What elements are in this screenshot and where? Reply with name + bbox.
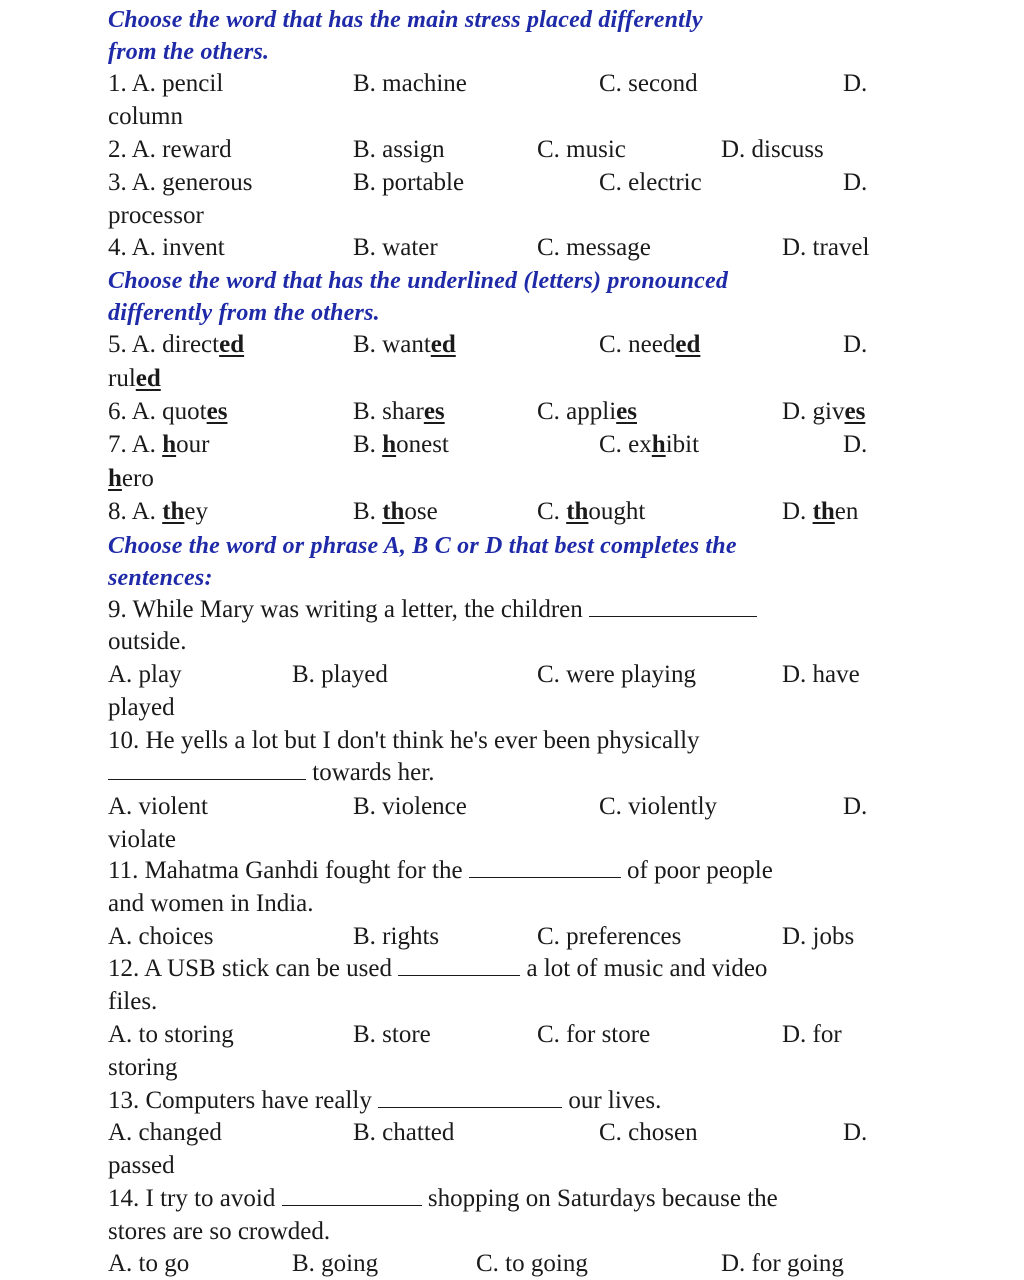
- q10-stem-wrap: towards her.: [108, 757, 434, 789]
- q2-option-c: C. music: [537, 136, 626, 163]
- q13-option-a: A. changed: [108, 1119, 222, 1146]
- q9-stem: 9. While Mary was writing a letter, the children: [108, 594, 757, 626]
- q1-option-b: B. machine: [353, 70, 467, 97]
- section-3-heading-line1: Choose the word or phrase A, B C or D that best completes the: [108, 533, 737, 559]
- q12-option-c: C. for store: [537, 1021, 651, 1048]
- q6-option-c: C. applies: [537, 398, 637, 425]
- q6-d-underlined: es: [844, 398, 866, 425]
- q3-option-d-wrap: processor: [108, 202, 204, 229]
- q8-d-underlined: th: [812, 498, 835, 525]
- q12-option-b: B. store: [353, 1021, 431, 1048]
- q11-blank: [469, 857, 621, 878]
- q9-option-d-wrap: played: [108, 694, 175, 721]
- q12-option-d-wrap: storing: [108, 1054, 178, 1081]
- q14-blank: [282, 1185, 422, 1206]
- q7-a-underlined: h: [162, 431, 177, 458]
- q8-c-underlined: th: [566, 498, 589, 525]
- q9-option-a: A. play: [108, 661, 182, 688]
- q10-option-d: D.: [843, 793, 868, 820]
- q11-option-d: D. jobs: [782, 923, 855, 950]
- q6-option-b: B. shares: [353, 398, 445, 425]
- q9-option-b: B. played: [292, 661, 388, 688]
- q14-option-c: C. to going: [476, 1250, 588, 1277]
- q14-option-a: A. to go: [108, 1250, 190, 1277]
- q13-option-c: C. chosen: [599, 1119, 698, 1146]
- q14-stem: 14. I try to avoid shopping on Saturdays because the: [108, 1185, 778, 1212]
- q7-option-c: C. exhibit: [599, 431, 700, 458]
- q9-blank: [589, 596, 757, 617]
- q7-option-a: 7. A. hour: [108, 431, 210, 458]
- q3-option-a: 3. A. generous: [108, 169, 253, 196]
- q7-b-underlined: h: [382, 431, 397, 458]
- q5-a-underlined: ed: [219, 331, 245, 358]
- q14-stem-wrap: stores are so crowded.: [108, 1218, 331, 1245]
- q7-option-b: B. honest: [353, 431, 449, 458]
- q8-option-b: B. those: [353, 498, 438, 525]
- q12-stem-wrap: files.: [108, 988, 158, 1015]
- q8-option-a: 8. A. they: [108, 498, 209, 525]
- q6-option-d: D. gives: [782, 398, 866, 425]
- q5-b-underlined: ed: [430, 331, 456, 358]
- q2-option-b: B. assign: [353, 136, 445, 163]
- q9-stem-wrap: outside.: [108, 628, 187, 655]
- q12-option-d: D. for: [782, 1021, 842, 1048]
- q12-stem: 12. A USB stick can be used a lot of music and video: [108, 955, 768, 982]
- q5-option-c: C. needed: [599, 331, 701, 358]
- q8-option-d: D. then: [782, 498, 859, 525]
- q9-option-d: D. have: [782, 661, 860, 688]
- q6-c-underlined: es: [616, 398, 637, 425]
- q10-option-d-wrap: violate: [108, 826, 177, 853]
- q8-option-c: C. thought: [537, 498, 646, 525]
- q2-option-a: 2. A. reward: [108, 136, 232, 163]
- q6-option-a: 6. A. quotes: [108, 398, 228, 425]
- q13-option-d: D.: [843, 1119, 868, 1146]
- q7-c-underlined: h: [651, 431, 666, 458]
- q1-option-c: C. second: [599, 70, 698, 97]
- q4-option-a: 4. A. invent: [108, 234, 225, 261]
- q1-option-d-wrap: column: [108, 103, 183, 130]
- q13-blank: [378, 1087, 562, 1108]
- q5-option-d: D.: [843, 331, 868, 358]
- section-1-heading-line2: from the others.: [108, 39, 270, 65]
- q14-option-b: B. going: [292, 1250, 379, 1277]
- q11-option-c: C. preferences: [537, 923, 682, 950]
- q4-option-c: C. message: [537, 234, 651, 261]
- q8-b-underlined: th: [382, 498, 405, 525]
- q7-d-underlined: h: [108, 465, 122, 492]
- q10-option-a: A. violent: [108, 793, 208, 820]
- q9-option-c: C. were playing: [537, 661, 696, 688]
- q5-d-underlined: ed: [135, 365, 161, 392]
- q6-b-underlined: es: [423, 398, 445, 425]
- section-2-heading-line1: Choose the word that has the underlined (letters) pronounced: [108, 268, 729, 294]
- q2-option-d: D. discuss: [721, 136, 824, 163]
- q10-option-c: C. violently: [599, 793, 718, 820]
- q4-option-d: D. travel: [782, 234, 870, 261]
- q12-blank: [398, 955, 520, 976]
- q11-stem: 11. Mahatma Ganhdi fought for the of poor people: [108, 857, 773, 884]
- q8-a-underlined: th: [162, 498, 185, 525]
- q13-option-b: B. chatted: [353, 1119, 455, 1146]
- q11-option-b: B. rights: [353, 923, 440, 950]
- section-2-heading-line2: differently from the others.: [108, 300, 380, 326]
- q13-option-d-wrap: passed: [108, 1152, 175, 1179]
- q14-option-d: D. for going: [721, 1250, 844, 1277]
- q10-blank: [108, 759, 306, 780]
- q6-a-underlined: es: [206, 398, 228, 425]
- q7-option-d: D.: [843, 431, 868, 458]
- q13-stem: 13. Computers have really our lives.: [108, 1087, 662, 1114]
- section-3-heading-line2: sentences:: [108, 565, 213, 591]
- q3-option-d: D.: [843, 169, 868, 196]
- q4-option-b: B. water: [353, 234, 438, 261]
- q3-option-c: C. electric: [599, 169, 702, 196]
- q5-option-d-wrap: ruled: [108, 365, 161, 392]
- q7-option-d-wrap: hero: [108, 465, 154, 492]
- q11-stem-wrap: and women in India.: [108, 890, 314, 917]
- q12-option-a: A. to storing: [108, 1021, 234, 1048]
- q1-option-a: 1. A. pencil: [108, 70, 224, 97]
- q10-option-b: B. violence: [353, 793, 467, 820]
- q5-option-a: 5. A. directed: [108, 331, 245, 358]
- section-1-heading-line1: Choose the word that has the main stress placed differently: [108, 7, 703, 33]
- q3-option-b: B. portable: [353, 169, 465, 196]
- q5-c-underlined: ed: [675, 331, 701, 358]
- q11-option-a: A. choices: [108, 923, 214, 950]
- q10-stem: 10. He yells a lot but I don't think he's ever been physically: [108, 727, 700, 754]
- q5-option-b: B. wanted: [353, 331, 456, 358]
- q1-option-d: D.: [843, 70, 868, 97]
